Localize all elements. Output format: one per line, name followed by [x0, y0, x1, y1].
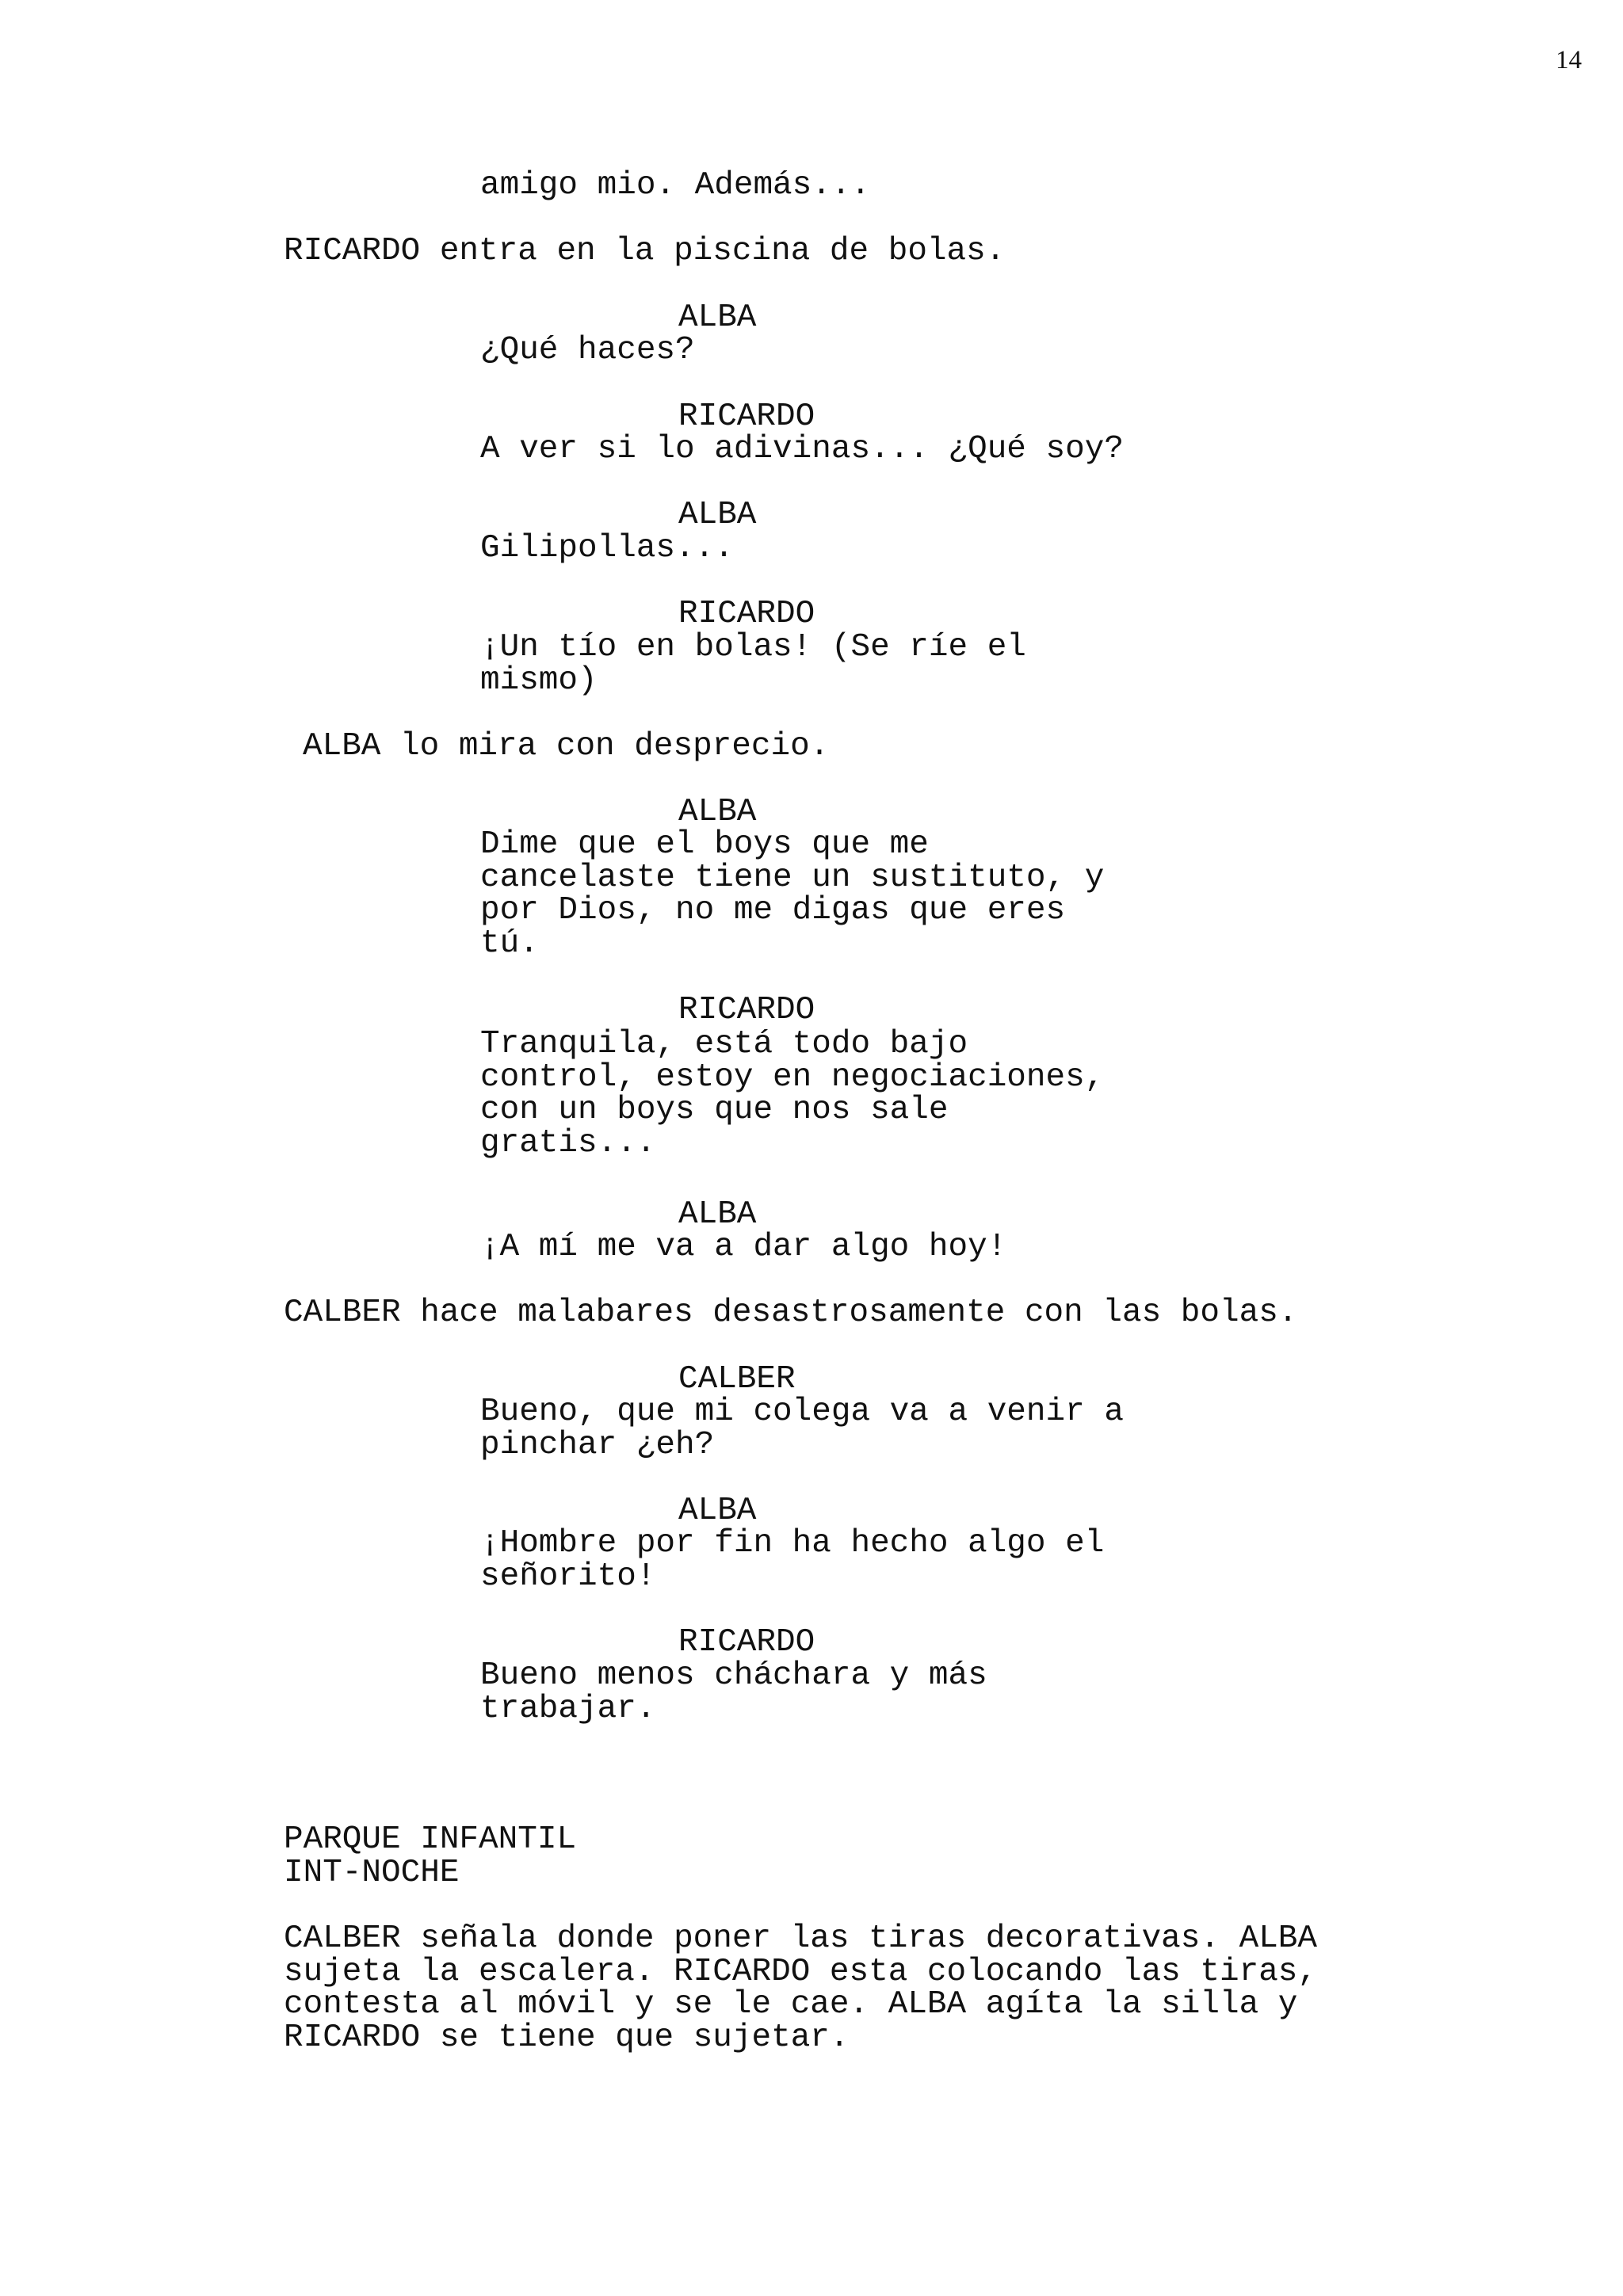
dialogue-line: Bueno menos cháchara y más trabajar.	[480, 1657, 987, 1727]
character-name: ALBA	[678, 1493, 757, 1529]
scene-heading: PARQUE INFANTIL INT-NOCHE	[284, 1821, 577, 1891]
character-name: RICARDO	[678, 399, 815, 435]
dialogue-line: ¡A mí me va a dar algo hoy!	[480, 1229, 1007, 1265]
action-line: ALBA lo mira con desprecio.	[303, 728, 830, 765]
dialogue-line: Dime que el boys que me cancelaste tiene un sustituto, y por Dios, no me digas que eres tú.	[480, 826, 1105, 962]
character-name: ALBA	[678, 497, 757, 533]
character-name: CALBER	[678, 1361, 796, 1398]
dialogue-line: Gilipollas...	[480, 530, 734, 566]
dialogue-line: ¡Un tío en bolas! (Se ríe el mismo)	[480, 629, 1026, 699]
dialogue-line: ¡Hombre por fin ha hecho algo el señorito!	[480, 1525, 1105, 1595]
action-line: RICARDO entra en la piscina de bolas.	[284, 233, 1006, 269]
action-line: CALBER hace malabares desastrosamente con las bolas.	[284, 1295, 1298, 1331]
character-name: RICARDO	[678, 992, 815, 1028]
page-number: 14	[1556, 46, 1582, 74]
dialogue-line: Tranquila, está todo bajo control, estoy en negociaciones, con un boys que nos sale gratis...	[480, 1026, 1105, 1161]
continued-dialogue: amigo mio. Además...	[480, 167, 871, 204]
character-name: RICARDO	[678, 596, 815, 632]
dialogue-line: A ver si lo adivinas... ¿Qué soy?	[480, 431, 1124, 467]
action-line: CALBER señala donde poner las tiras decorativas. ALBA sujeta la escalera. RICARDO esta colocando las tiras, contesta al móvil y se le cae. ALBA agíta la silla y RICARDO se tiene que sujetar.	[284, 1920, 1318, 2056]
dialogue-line: Bueno, que mi colega va a venir a pinchar ¿eh?	[480, 1394, 1124, 1463]
character-name: ALBA	[678, 794, 757, 830]
character-name: ALBA	[678, 1196, 757, 1233]
dialogue-line: ¿Qué haces?	[480, 332, 695, 368]
character-name: ALBA	[678, 299, 757, 336]
character-name: RICARDO	[678, 1624, 815, 1661]
